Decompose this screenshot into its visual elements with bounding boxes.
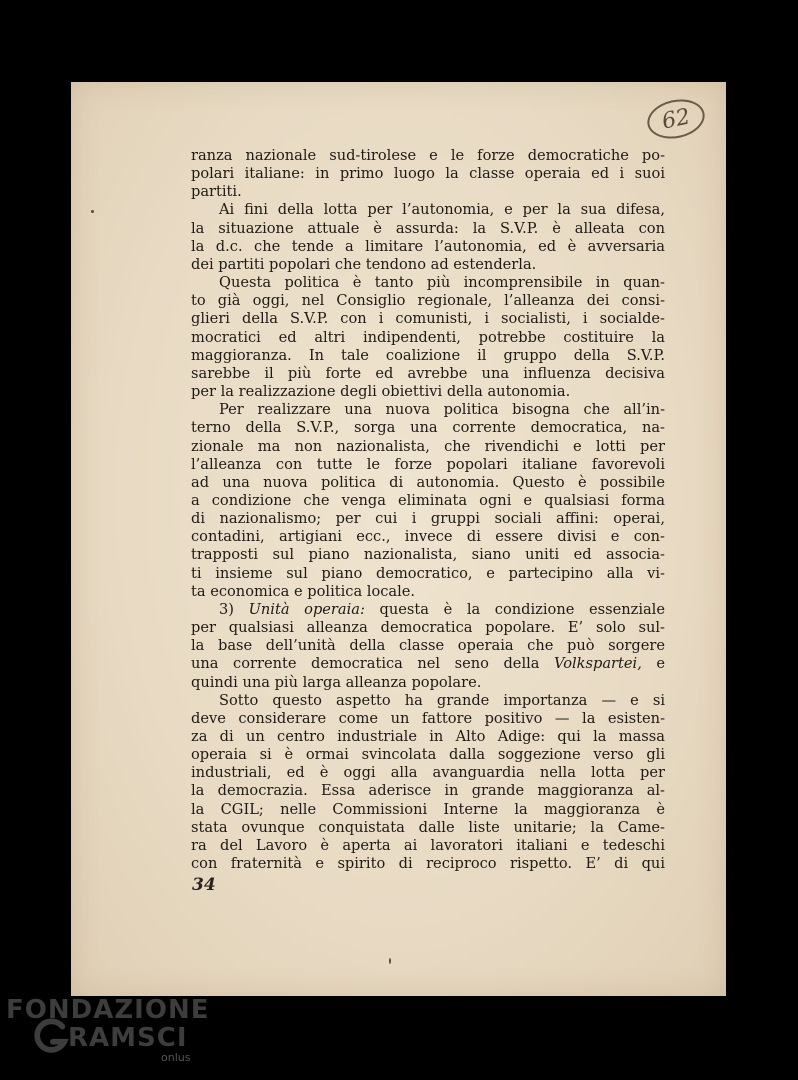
- text-line: Per realizzare una nuova politica bisogna che all’in-: [219, 401, 665, 419]
- text-line: ad una nuova politica di autonomia. Questo è possibile: [191, 473, 665, 491]
- text-line: stata ovunque conquistata dalle liste unitarie; la Came-: [191, 818, 665, 836]
- logo-g-mark-icon: [32, 1017, 70, 1055]
- text-line: industriali, ed è oggi alla avanguardia nella lotta per: [191, 764, 665, 782]
- text-line: polari italiane: in primo luogo la classe operaia ed i suoi: [191, 165, 665, 183]
- text-line: contadini, artigiani ecc., invece di essere divisi e con-: [191, 528, 665, 546]
- text-line: ti insieme sul piano democratico, e partecipino alla vi-: [191, 564, 665, 582]
- text-line: [191, 601, 665, 619]
- logo-text-line2: RAMSCI: [68, 1023, 188, 1053]
- text-fragment: e: [641, 655, 665, 673]
- text-line: la base dell’unità della classe operaia che può sorgere: [191, 637, 665, 655]
- list-number: 3): [219, 600, 249, 618]
- text-fragment: questa è la condizione essenziale: [364, 600, 665, 618]
- text-line: con fraternità e spirito di reciproco rispetto. E’ di qui: [191, 855, 665, 873]
- text-line: maggioranza. In tale coalizione il gruppo della S.V.P.: [191, 346, 665, 364]
- text-line: la d.c. che tende a limitare l’autonomia, ed è avversaria: [191, 237, 665, 255]
- document-page: [71, 82, 726, 996]
- text-line: per qualsiasi alleanza democratica popolare. E’ solo sul-: [191, 619, 665, 637]
- text-line: a condizione che venga eliminata ogni e qualsiasi forma: [191, 491, 665, 509]
- text-line: per la realizzazione degli obiettivi della autonomia.: [191, 383, 571, 401]
- text-line: dei partiti popolari che tendono ad estenderla.: [191, 255, 537, 273]
- text-line: ta economica e politica locale.: [191, 582, 416, 600]
- text-line: to già oggi, nel Consiglio regionale, l’alleanza dei consi-: [191, 292, 665, 310]
- text-line: Ai fini della lotta per l’autonomia, e per la sua difesa,: [219, 201, 665, 219]
- section-heading-italic: Unità operaia:: [248, 600, 365, 618]
- paper-speck: [389, 958, 391, 964]
- logo-text-line1: FONDAZIONE: [6, 995, 210, 1025]
- text-line: di nazionalismo; per cui i gruppi sociali affini: operai,: [191, 510, 665, 528]
- text-line: operaia si è ormai svincolata dalla soggezione verso gli: [191, 746, 665, 764]
- text-line: za di un centro industriale in Alto Adige: qui la massa: [191, 728, 665, 745]
- paper-speck: [91, 210, 94, 213]
- text-line: Questa politica è tanto più incomprensibile in quan-: [219, 274, 665, 292]
- text-line: deve considerare come un fattore positivo — la esisten-: [191, 709, 665, 727]
- text-line: ranza nazionale sud-tirolese e le forze democratiche po-: [191, 147, 665, 164]
- text-line: [191, 655, 665, 673]
- text-line: glieri della S.V.P. con i comunisti, i socialisti, i socialde-: [191, 310, 665, 328]
- fondazione-gramsci-logo: [6, 995, 210, 1075]
- text-line: mocratici ed altri indipendenti, potrebbe costituire la: [191, 328, 665, 346]
- text-line: la democrazia. Essa aderisce in grande maggioranza al-: [191, 782, 665, 800]
- text-line: partiti.: [191, 183, 242, 201]
- logo-subtitle: onlus: [161, 1051, 191, 1064]
- body-text: [191, 147, 665, 873]
- text-line: Sotto questo aspetto ha grande importanza — e si: [219, 691, 665, 709]
- text-line: zionale ma non nazionalista, che rivendichi e lotti per: [191, 437, 665, 455]
- text-line: sarebbe il più forte ed avrebbe una influenza decisiva: [191, 364, 665, 382]
- text-line: la situazione attuale è assurda: la S.V.P. è alleata con: [191, 219, 665, 237]
- archive-page-stamp: 62: [644, 94, 709, 143]
- italic-term: Volkspartei,: [554, 655, 642, 673]
- text-line: la CGIL; nelle Commissioni Interne la maggioranza è: [191, 800, 665, 818]
- text-line: ra del Lavoro è aperta ai lavoratori italiani e tedeschi: [191, 836, 665, 854]
- text-line: terno della S.V.P., sorga una corrente democratica, na-: [191, 419, 665, 437]
- text-line: quindi una più larga alleanza popolare.: [191, 673, 482, 691]
- text-line: trapposti sul piano nazionalista, siano uniti ed associa-: [191, 546, 665, 564]
- text-line: l’alleanza con tutte le forze popolari italiane favorevoli: [191, 455, 665, 473]
- page-folio-number: 34: [192, 875, 216, 895]
- text-fragment: una corrente democratica nel seno della: [191, 655, 555, 673]
